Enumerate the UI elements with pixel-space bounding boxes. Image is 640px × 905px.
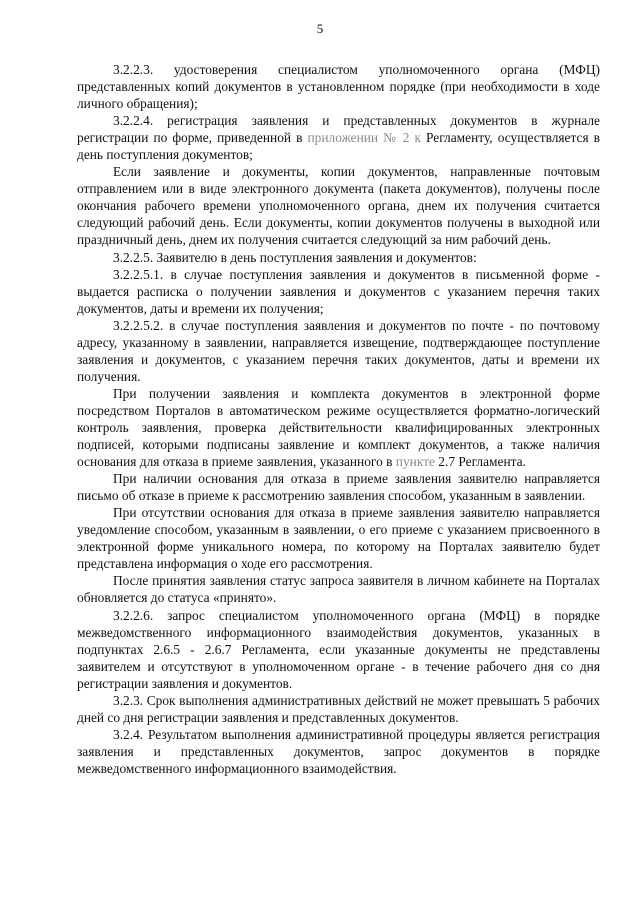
paragraph-refusal-grounds: При наличии основания для отказа в приеме заявления заявителю направляется письмо об отказе в приеме к рассмотрению заявления способом, указанным в заявлении.	[77, 471, 600, 504]
paragraph-text: 2.7 Регламента.	[434, 454, 526, 470]
paragraph-electronic-form	[77, 385, 600, 470]
paragraph-text: Регламенту, осуществляется в день поступления документов;	[77, 130, 601, 163]
paragraph-3-2-2-5: 3.2.2.5. Заявителю в день поступления заявления и документов:	[113, 249, 477, 265]
paragraph-status-update: После принятия заявления статус запроса заявителя в личном кабинете на Порталах обновляется до статуса «принято».	[77, 573, 600, 606]
paragraph-3-2-2-4	[77, 112, 600, 163]
appendix-link[interactable]: приложении № 2 к	[307, 130, 421, 146]
clause-link[interactable]: пункте	[395, 454, 435, 470]
paragraph-3-2-2-5-1: 3.2.2.5.1. в случае поступления заявления и документов в письменной форме - выдается расписка о получении заявления и документов с указанием перечня таких документов, даты и времени их получения;	[77, 266, 600, 316]
document-body	[77, 61, 600, 777]
paragraph-3-2-2-3: 3.2.2.3. удостоверения специалистом уполномоченного органа (МФЦ) представленных копий документов в установленном порядке (при необходимости в ходе личного обращения);	[77, 62, 600, 112]
paragraph-text: При получении заявления и комплекта документов в электронной форме посредством Порталов в автоматическом режиме осуществляется форматно-логический контроль заявления, проверка действительности квалифицированных электронных подписей, которыми подписаны заявление и комплект документов, а также наличия основания для отказа в приеме заявления, указанного в	[77, 385, 600, 470]
page-number: 5	[316, 21, 324, 36]
paragraph-text: 3.2.2.4. регистрация заявления и представленных документов в журнале регистрации по форме, приведенной в	[77, 113, 600, 146]
paragraph-no-refusal: При отсутствии основания для отказа в приеме заявления заявителю направляется уведомление способом, указанным в заявлении, о его приеме с указанием присвоенного в электронной форме уникального номера, по которому на Порталах заявителю будет представлена информация о ходе его рассмотрения.	[77, 505, 600, 572]
paragraph-3-2-2-5-2: 3.2.2.5.2. в случае поступления заявления и документов по почте - по почтовому адресу, указанному в заявлении, направляется извещение, подтверждающее поступление заявления и документов, с указанием перечня таких документов, даты и времени их получения.	[77, 317, 600, 384]
paragraph-3-2-3: 3.2.3. Срок выполнения административных действий не может превышать 5 рабочих дней со дня регистрации заявления и представленных документов.	[77, 692, 600, 725]
paragraph-3-2-2-6: 3.2.2.6. запрос специалистом уполномоченного органа (МФЦ) в порядке межведомственного информационного взаимодействия документов, указанных в подпунктах 2.6.5 - 2.6.7 Регламента, если указанные документы не представлены заявителем и отсутствуют в уполномоченном органе - в течение рабочего дня со дня регистрации заявления и документов.	[77, 607, 600, 691]
paragraph-3-2-4: 3.2.4. Результатом выполнения административной процедуры является регистрация заявления и представленных документов, запрос документов в порядке межведомственного информационного взаимодействия.	[77, 726, 600, 776]
paragraph-receipt-timing: Если заявление и документы, копии документов, направленные почтовым отправлением или в виде электронного документа (пакета документов), получены после окончания рабочего времени уполномоченного органа, днем их получения считается следующий рабочий день. Если документы, копии документов получены в выходной или праздничный день, днем их получения считается следующий за ним рабочий день.	[77, 164, 600, 248]
